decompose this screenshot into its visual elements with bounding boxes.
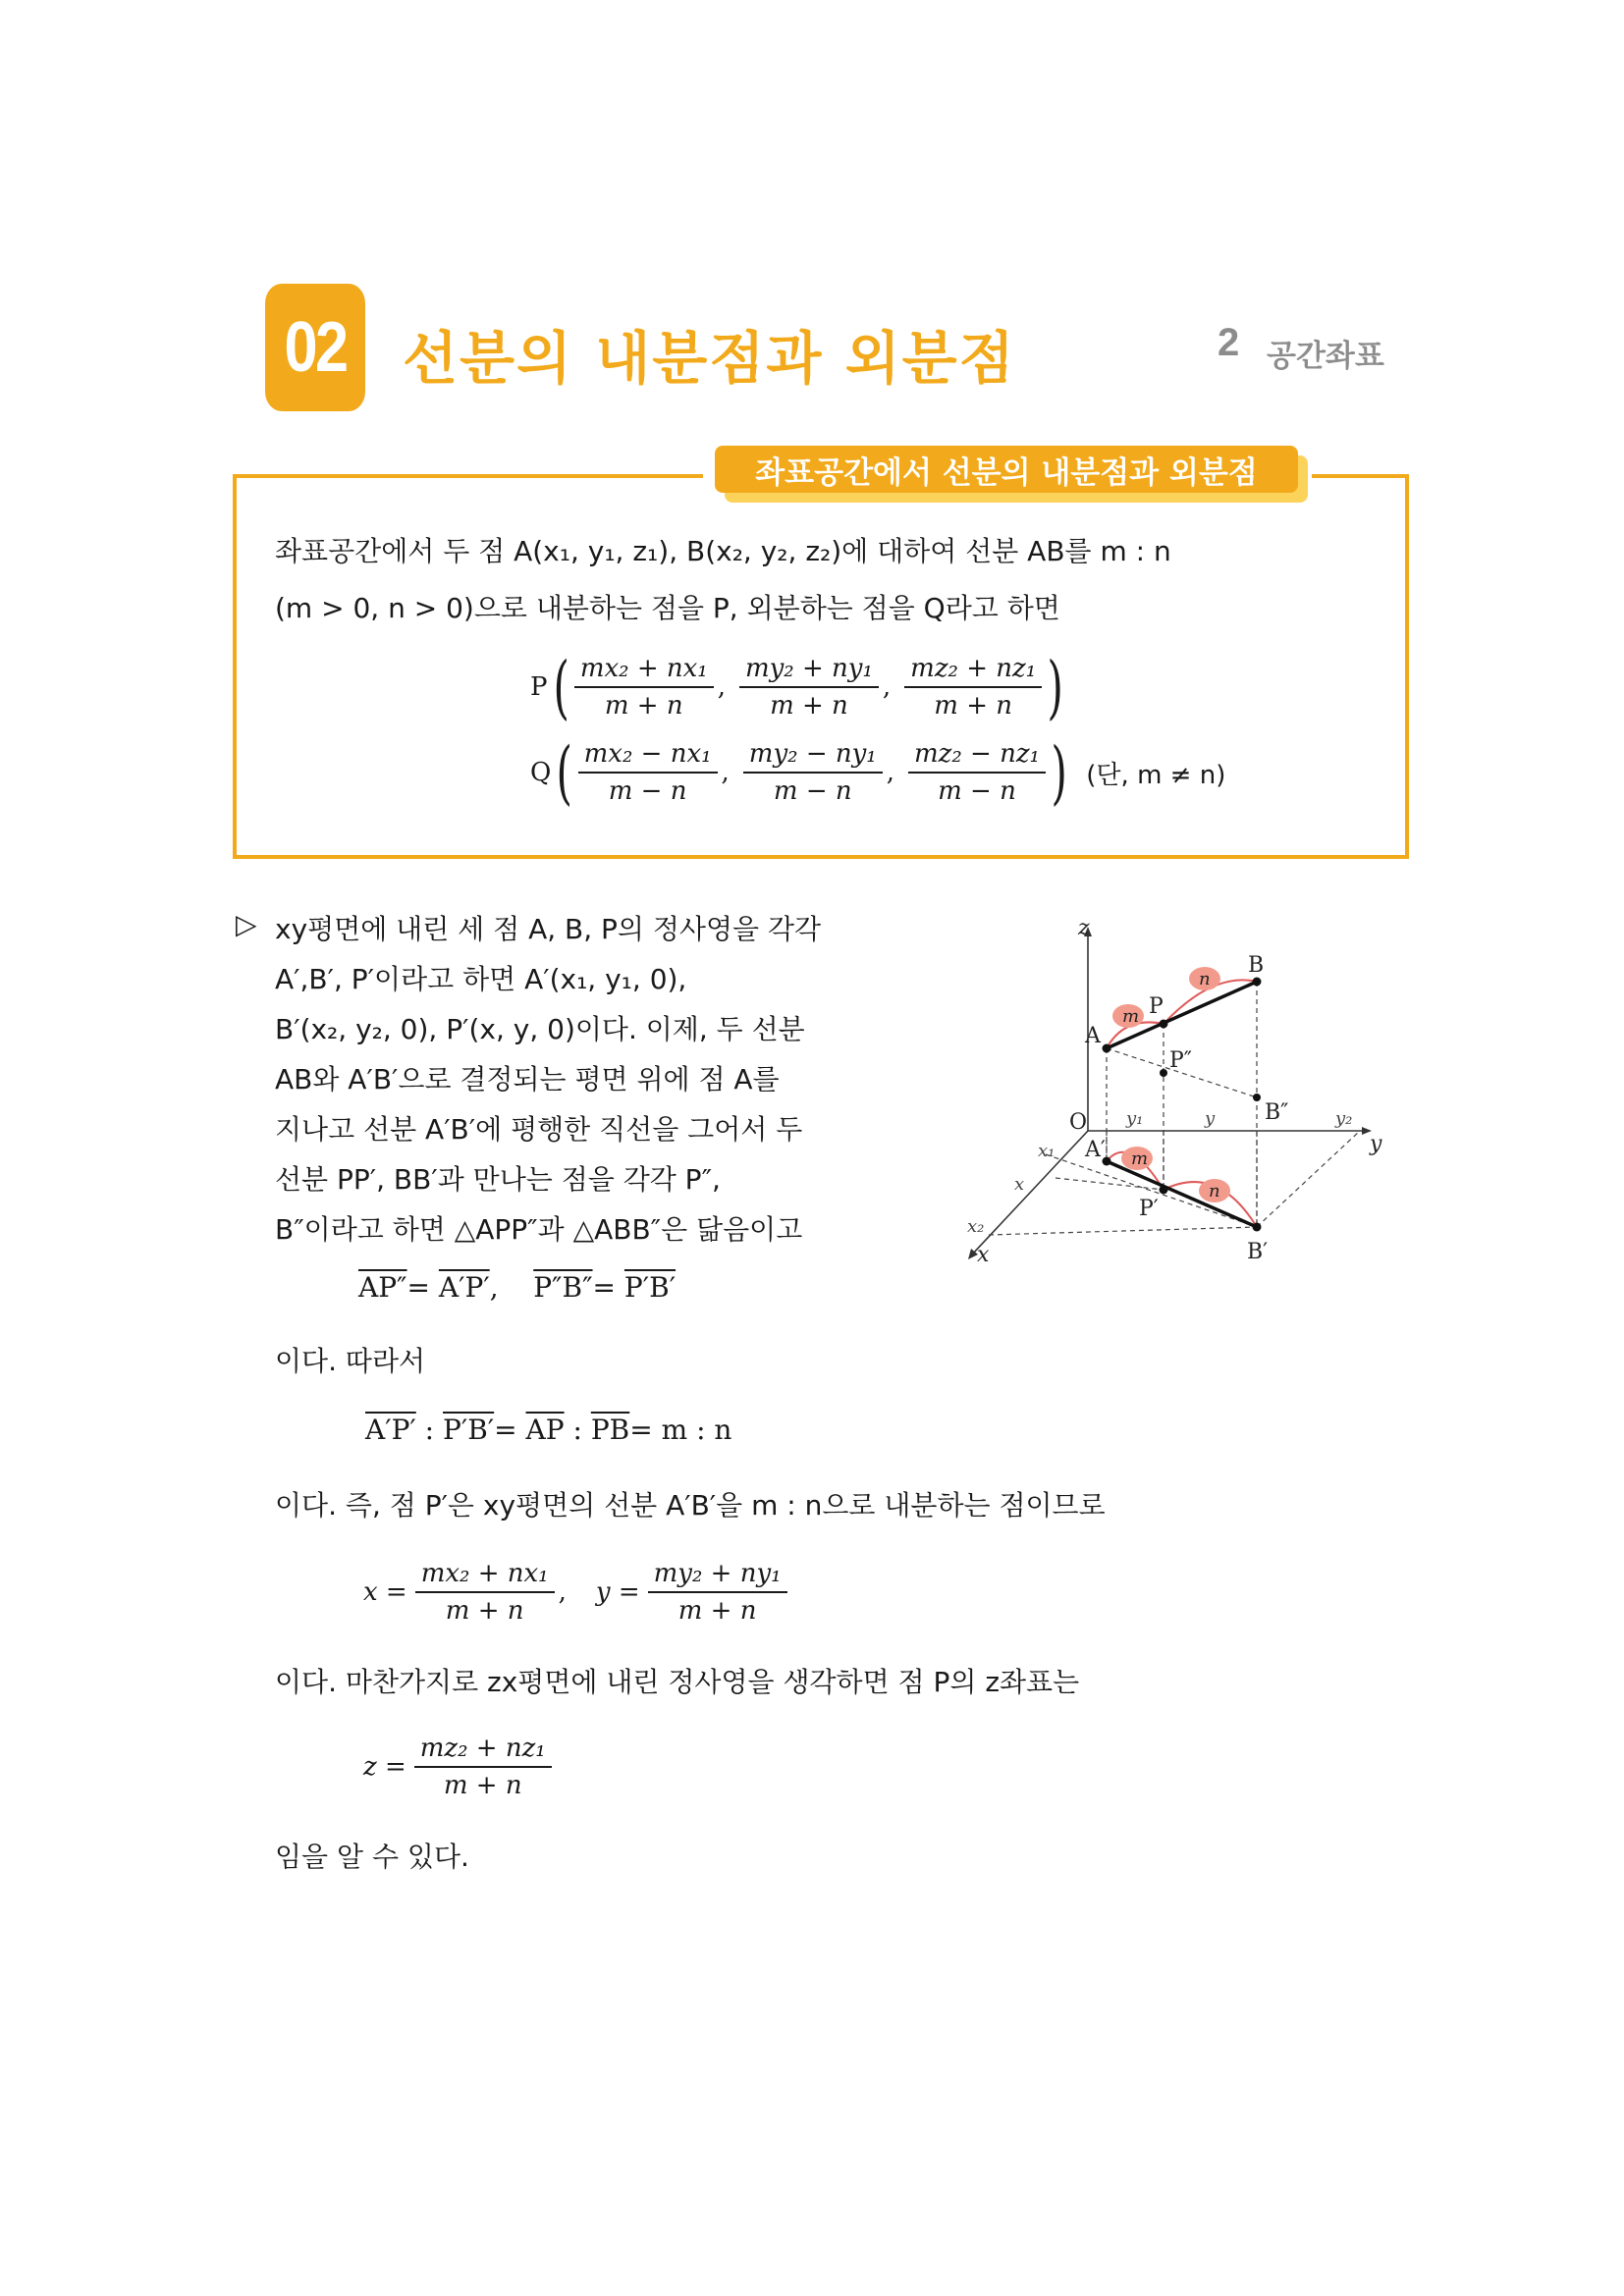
projection-diagram xyxy=(947,913,1389,1276)
label-P: P xyxy=(1149,994,1164,1019)
fraction: $\frac{\text{mz₂ + nz₁}}{m + n}$ xyxy=(414,1734,552,1800)
chapter-number: 2 xyxy=(1218,321,1240,364)
label-n: n xyxy=(1199,969,1211,989)
label-z: z xyxy=(1078,916,1090,940)
explain-line: 선분 PP′, BB′과 만나는 점을 각각 P″, xyxy=(275,1163,721,1196)
bullet-icon: ▷ xyxy=(236,908,257,940)
label-y2: y₂ xyxy=(1335,1108,1353,1129)
label-x1: x₁ xyxy=(1038,1141,1056,1161)
left-paren: ( xyxy=(552,647,569,727)
formula-P-label: P xyxy=(530,672,548,702)
equation-2: A′P′ : $P'B'= \overline{AP}$ : $\overline{PB}= m$ : n xyxy=(365,1414,732,1446)
equation-1: AP″= A′P′, P″B″= P′B′ xyxy=(358,1271,677,1304)
fraction: $\frac{\text{mx₂ + nx₁}}{m + n}$ xyxy=(415,1559,555,1626)
formula-Q: Q ( $\frac{\text{mx₂ − nx₁}}{m - n}$ , $\frac{\text{my₂ − ny₁}}{m - n}$ , $\frac{\text{mz₂ − nz₁}}{m - n}$ ) (단, m ≠ n) xyxy=(530,732,1226,813)
label-A-prime: A′ xyxy=(1085,1138,1106,1162)
fraction: $\frac{\text{mx₂ + nx₁}}{m + n}$ xyxy=(574,654,714,721)
right-paren: ) xyxy=(1047,647,1063,727)
label-x-mid: x xyxy=(1014,1174,1025,1195)
page-title: 선분의 내분점과 외분점 xyxy=(403,325,1016,392)
explain-line: A′,B′, P′이라고 하면 A′(x₁, y₁, 0), xyxy=(275,963,687,995)
fraction: $\frac{\text{my₂ + ny₁}}{m + n}$ xyxy=(739,654,879,721)
explain-text-3: 이다. 즉, 점 P′은 xy평면의 선분 A′B′을 m : n으로 내분하는 점이므로 xyxy=(275,1489,1106,1522)
fraction: $\frac{\text{my₂ − ny₁}}{m - n}$ xyxy=(743,739,883,806)
label-n: n xyxy=(1209,1181,1220,1201)
explain-line: B′(x₂, y₂, 0), P′(x, y, 0)이다. 이제, 두 선분 xyxy=(275,1013,805,1045)
fraction: $\frac{\text{my₂ + ny₁}}{m + n}$ xyxy=(648,1559,787,1626)
explain-line: B″이라고 하면 △APP″과 △ABB″은 닮음이고 xyxy=(275,1213,803,1246)
fraction: $\frac{\text{mz₂ + nz₁}}{m + n}$ xyxy=(904,654,1042,721)
explain-text-5: 임을 알 수 있다. xyxy=(275,1841,469,1873)
label-y1: y₁ xyxy=(1126,1108,1144,1129)
label-B-prime: B′ xyxy=(1247,1240,1269,1264)
label-y-mid: y xyxy=(1205,1108,1216,1129)
right-paren: ) xyxy=(1051,732,1067,813)
explain-line: 지나고 선분 A′B′에 평행한 직선을 그어서 두 xyxy=(275,1113,803,1146)
label-B-double-prime: B″ xyxy=(1265,1100,1289,1125)
section-number-badge: 02 xyxy=(265,284,365,411)
chapter-name: 공간좌표 xyxy=(1267,339,1384,374)
label-P-double-prime: P″ xyxy=(1169,1048,1193,1073)
box-line-1: 좌표공간에서 두 점 A(x₁, y₁, z₁), B(x₂, y₂, z₂)에 대하여 선분 AB를 m : n xyxy=(275,535,1171,567)
label-origin: O xyxy=(1069,1110,1088,1135)
box-line-2: (m > 0, n > 0)으로 내분하는 점을 P, 외분하는 점을 Q라고 하면 xyxy=(275,592,1060,624)
box-title: 좌표공간에서 선분의 내분점과 외분점 xyxy=(715,446,1298,493)
x-axis xyxy=(972,1131,1088,1255)
formula-Q-label: Q xyxy=(530,758,552,787)
fraction: $\frac{\text{mz₂ − nz₁}}{m - n}$ xyxy=(908,739,1046,806)
label-m: m xyxy=(1122,1006,1140,1027)
explain-line: AB와 A′B′으로 결정되는 평면 위에 점 A를 xyxy=(275,1063,780,1095)
explain-text-2: 이다. 따라서 xyxy=(275,1345,426,1377)
label-m: m xyxy=(1131,1148,1149,1169)
label-A: A xyxy=(1085,1024,1101,1048)
fraction: $\frac{\text{mx₂ − nx₁}}{m - n}$ xyxy=(578,739,718,806)
label-x2: x₂ xyxy=(967,1216,985,1237)
label-P-prime: P′ xyxy=(1139,1197,1159,1221)
equation-4: z = $\frac{\text{mz₂ + nz₁}}{m + n}$ xyxy=(363,1734,552,1800)
explain-line: xy평면에 내린 세 점 A, B, P의 정사영을 각각 xyxy=(275,913,822,945)
label-y: y xyxy=(1370,1132,1382,1156)
formula-P: P ( $\frac{\text{mx₂ + nx₁}}{m + n}$ , $\frac{\text{my₂ + ny₁}}{m + n}$ , $\frac{\text{mz₂ + nz₁}}{m + n}$ ) xyxy=(530,647,1063,727)
explain-text-4: 이다. 마찬가지로 zx평면에 내린 정사영을 생각하면 점 P의 z좌표는 xyxy=(275,1666,1080,1698)
formula-Q-note: (단, m ≠ n) xyxy=(1086,760,1226,790)
left-paren: ( xyxy=(556,732,573,813)
equation-3: x = $\frac{\text{mx₂ + nx₁}}{m + n}$ , y = $\frac{\text{my₂ + ny₁}}{m + n}$ xyxy=(363,1559,787,1626)
label-x: x xyxy=(977,1243,990,1267)
label-B: B xyxy=(1248,953,1265,978)
